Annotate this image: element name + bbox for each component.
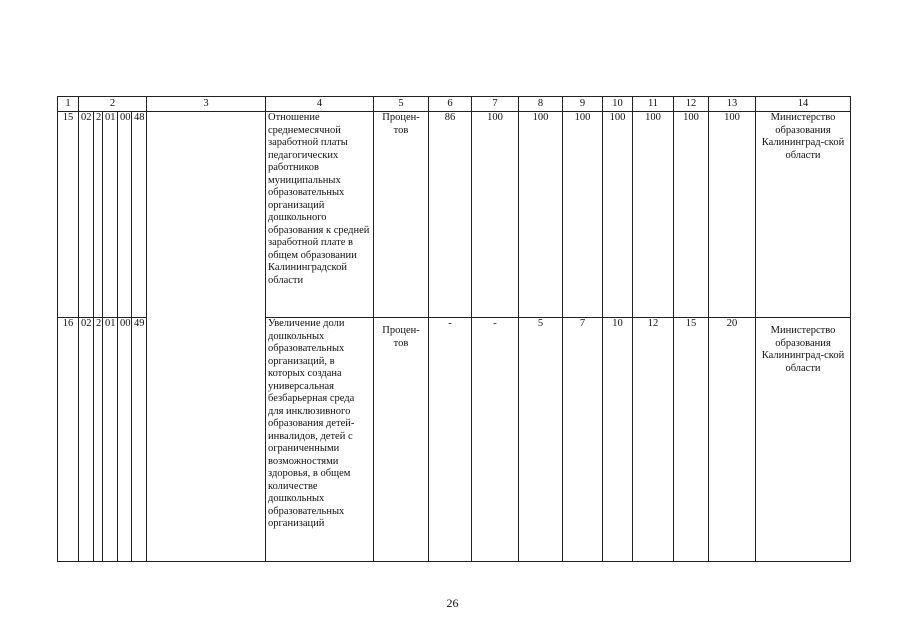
- value-cell: 86: [429, 112, 472, 318]
- value-cell: 100: [674, 112, 709, 318]
- indicator-name: Увеличение доли дошкольных образовательных организаций, в которых создана универсальная безбарьерная среда для инклюзивного образования детей-инвалидов, детей с ограниченными возможностями здоровья, в общем количестве дошкольных образовательных организаций: [266, 318, 374, 562]
- column-3-cell: [147, 112, 266, 562]
- value-cell: 100: [709, 112, 756, 318]
- header-cell: 13: [709, 97, 756, 112]
- header-cell: 1: [58, 97, 79, 112]
- code-part: 00: [118, 318, 132, 562]
- code-part: 02: [79, 318, 94, 562]
- header-cell: 14: [756, 97, 851, 112]
- value-cell: 100: [603, 112, 633, 318]
- value-cell: 100: [519, 112, 563, 318]
- row-number: 16: [58, 318, 79, 562]
- responsible-cell: Министерство образования Калининград-ской области: [756, 112, 851, 318]
- table-row: [58, 112, 851, 318]
- value-cell: 10: [603, 318, 633, 562]
- value-cell: 5: [519, 318, 563, 562]
- unit-cell: Процен-тов: [374, 112, 429, 318]
- value-cell: 7: [563, 318, 603, 562]
- code-part: 49: [132, 318, 147, 562]
- indicator-name: Отношение среднемесячной заработной платы педагогических работников муниципальных образовательных организаций дошкольного образования к средней заработной плате в общем образовании Калининградской области: [266, 112, 374, 318]
- value-cell: 100: [563, 112, 603, 318]
- header-cell: 12: [674, 97, 709, 112]
- code-part: 01: [103, 318, 118, 562]
- value-cell: -: [472, 318, 519, 562]
- code-part: 01: [103, 112, 118, 318]
- value-cell: 100: [633, 112, 674, 318]
- header-cell: 3: [147, 97, 266, 112]
- header-cell: 7: [472, 97, 519, 112]
- header-cell: 5: [374, 97, 429, 112]
- responsible-cell: Министерство образования Калининград-ской области: [756, 318, 851, 562]
- value-cell: 15: [674, 318, 709, 562]
- header-cell: 6: [429, 97, 472, 112]
- value-cell: -: [429, 318, 472, 562]
- code-part: 02: [79, 112, 94, 318]
- value-cell: 12: [633, 318, 674, 562]
- code-part: 48: [132, 112, 147, 318]
- value-cell: 20: [709, 318, 756, 562]
- unit-cell: Процен-тов: [374, 318, 429, 562]
- header-cell: 4: [266, 97, 374, 112]
- header-cell: 2: [79, 97, 147, 112]
- header-cell: 8: [519, 97, 563, 112]
- header-cell: 10: [603, 97, 633, 112]
- row-number: 15: [58, 112, 79, 318]
- header-cell: 9: [563, 97, 603, 112]
- code-part: 2: [94, 318, 103, 562]
- value-cell: 100: [472, 112, 519, 318]
- code-part: 2: [94, 112, 103, 318]
- header-row: [58, 97, 851, 112]
- page-number: 26: [446, 596, 459, 610]
- code-part: 00: [118, 112, 132, 318]
- indicators-table: [57, 96, 851, 562]
- header-cell: 11: [633, 97, 674, 112]
